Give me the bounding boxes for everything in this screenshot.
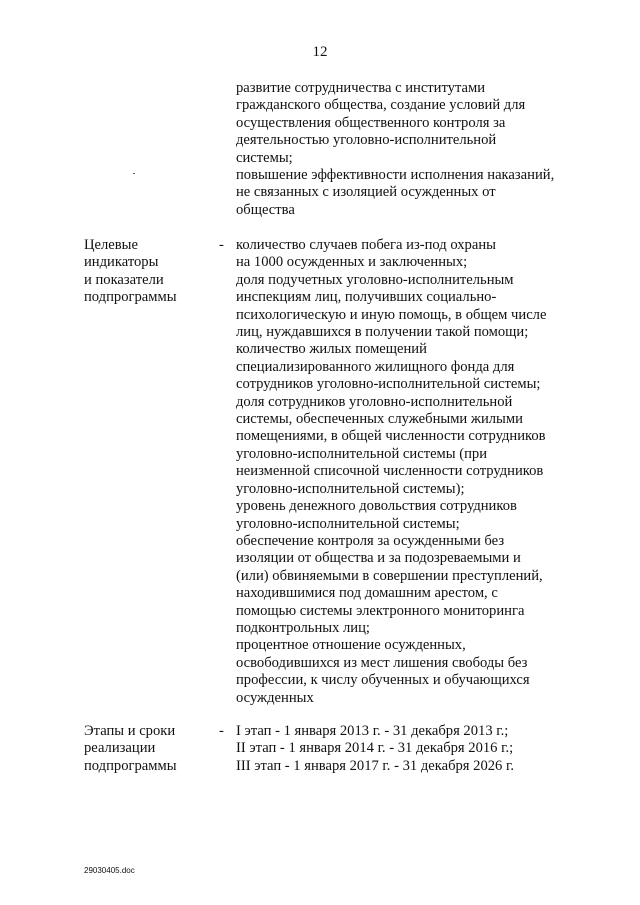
content-line: процентное отношение осужденных, (236, 637, 466, 654)
content-line: осужденных (236, 689, 314, 706)
content-line: уголовно-исполнительной системы (при (236, 445, 488, 462)
label-line: подпрограммы (84, 289, 177, 306)
content-line: находившимися под домашним арестом, с (236, 585, 498, 602)
content-line: освободившихся из мест лишения свободы без (236, 654, 528, 671)
intro-line: повышение эффективности исполнения наказаний, (236, 167, 555, 184)
document-filename: 29030405.doc (84, 866, 135, 875)
intro-line: деятельностью уголовно-исполнительной (236, 132, 497, 149)
intro-line: не связанных с изоляцией осужденных от (236, 184, 496, 201)
label-line: и показатели (84, 271, 164, 288)
intro-line: системы; (236, 149, 293, 166)
label-line: Этапы и сроки (84, 723, 176, 739)
intro-line: осуществления общественного контроля за (236, 114, 506, 131)
label-line: индикаторы (84, 254, 159, 271)
label-line: подпрограммы (84, 757, 177, 774)
intro-line: общества (236, 201, 295, 218)
indicators-dash: - (219, 237, 224, 253)
stages-label (84, 723, 214, 775)
content-line: доля подучетных уголовно-исполнительным (236, 271, 514, 288)
content-line: специализированного жилищного фонда для (236, 358, 515, 375)
label-line: реализации (84, 740, 156, 757)
indicators-content (236, 237, 576, 707)
content-line: профессии, к числу обученных и обучающихся (236, 672, 530, 689)
intro-line: гражданского общества, создание условий для (236, 97, 526, 114)
content-line: III этап - 1 января 2017 г. - 31 декабря 2026 г. (236, 757, 514, 774)
content-line: II этап - 1 января 2014 г. - 31 декабря 2016 г.; (236, 740, 514, 757)
intro-line: развитие сотрудничества с институтами (236, 80, 486, 96)
content-line: обеспечение контроля за осужденными без (236, 532, 505, 549)
content-line: лиц, нуждавшихся в получении такой помощи; (236, 324, 529, 341)
content-line: доля сотрудников уголовно-исполнительной (236, 393, 513, 410)
content-line: на 1000 осужденных и заключенных; (236, 254, 468, 271)
content-line: I этап - 1 января 2013 г. - 31 декабря 2013 г.; (236, 723, 509, 739)
content-line: (или) обвиняемыми в совершении преступлений, (236, 567, 543, 584)
intro-paragraph (236, 80, 576, 219)
content-line: системы, обеспеченных служебными жилыми (236, 411, 523, 428)
content-line: помещениями, в общей численности сотрудников (236, 428, 546, 445)
content-line: уголовно-исполнительной системы); (236, 480, 465, 497)
content-line: количество жилых помещений (236, 341, 427, 358)
content-line: инспекциям лиц, получивших социально- (236, 289, 497, 306)
stages-content (236, 723, 576, 775)
content-line: уровень денежного довольствия сотрудников (236, 498, 517, 515)
label-line: Целевые (84, 237, 138, 253)
page-number: 12 (312, 44, 328, 60)
content-line: помощью системы электронного мониторинга (236, 602, 525, 619)
scan-speck (133, 173, 135, 174)
content-line: количество случаев побега из-под охраны (236, 237, 496, 253)
indicators-label (84, 237, 214, 307)
content-line: сотрудников уголовно-исполнительной системы; (236, 376, 541, 393)
content-line: неизменной списочной численности сотрудников (236, 463, 544, 480)
content-line: психологическую и иную помощь, в общем числе (236, 306, 547, 323)
content-line: подконтрольных лиц; (236, 619, 370, 636)
content-line: уголовно-исполнительной системы; (236, 515, 460, 532)
stages-dash: - (219, 723, 224, 739)
content-line: изоляции от общества и за подозреваемыми и (236, 550, 521, 567)
